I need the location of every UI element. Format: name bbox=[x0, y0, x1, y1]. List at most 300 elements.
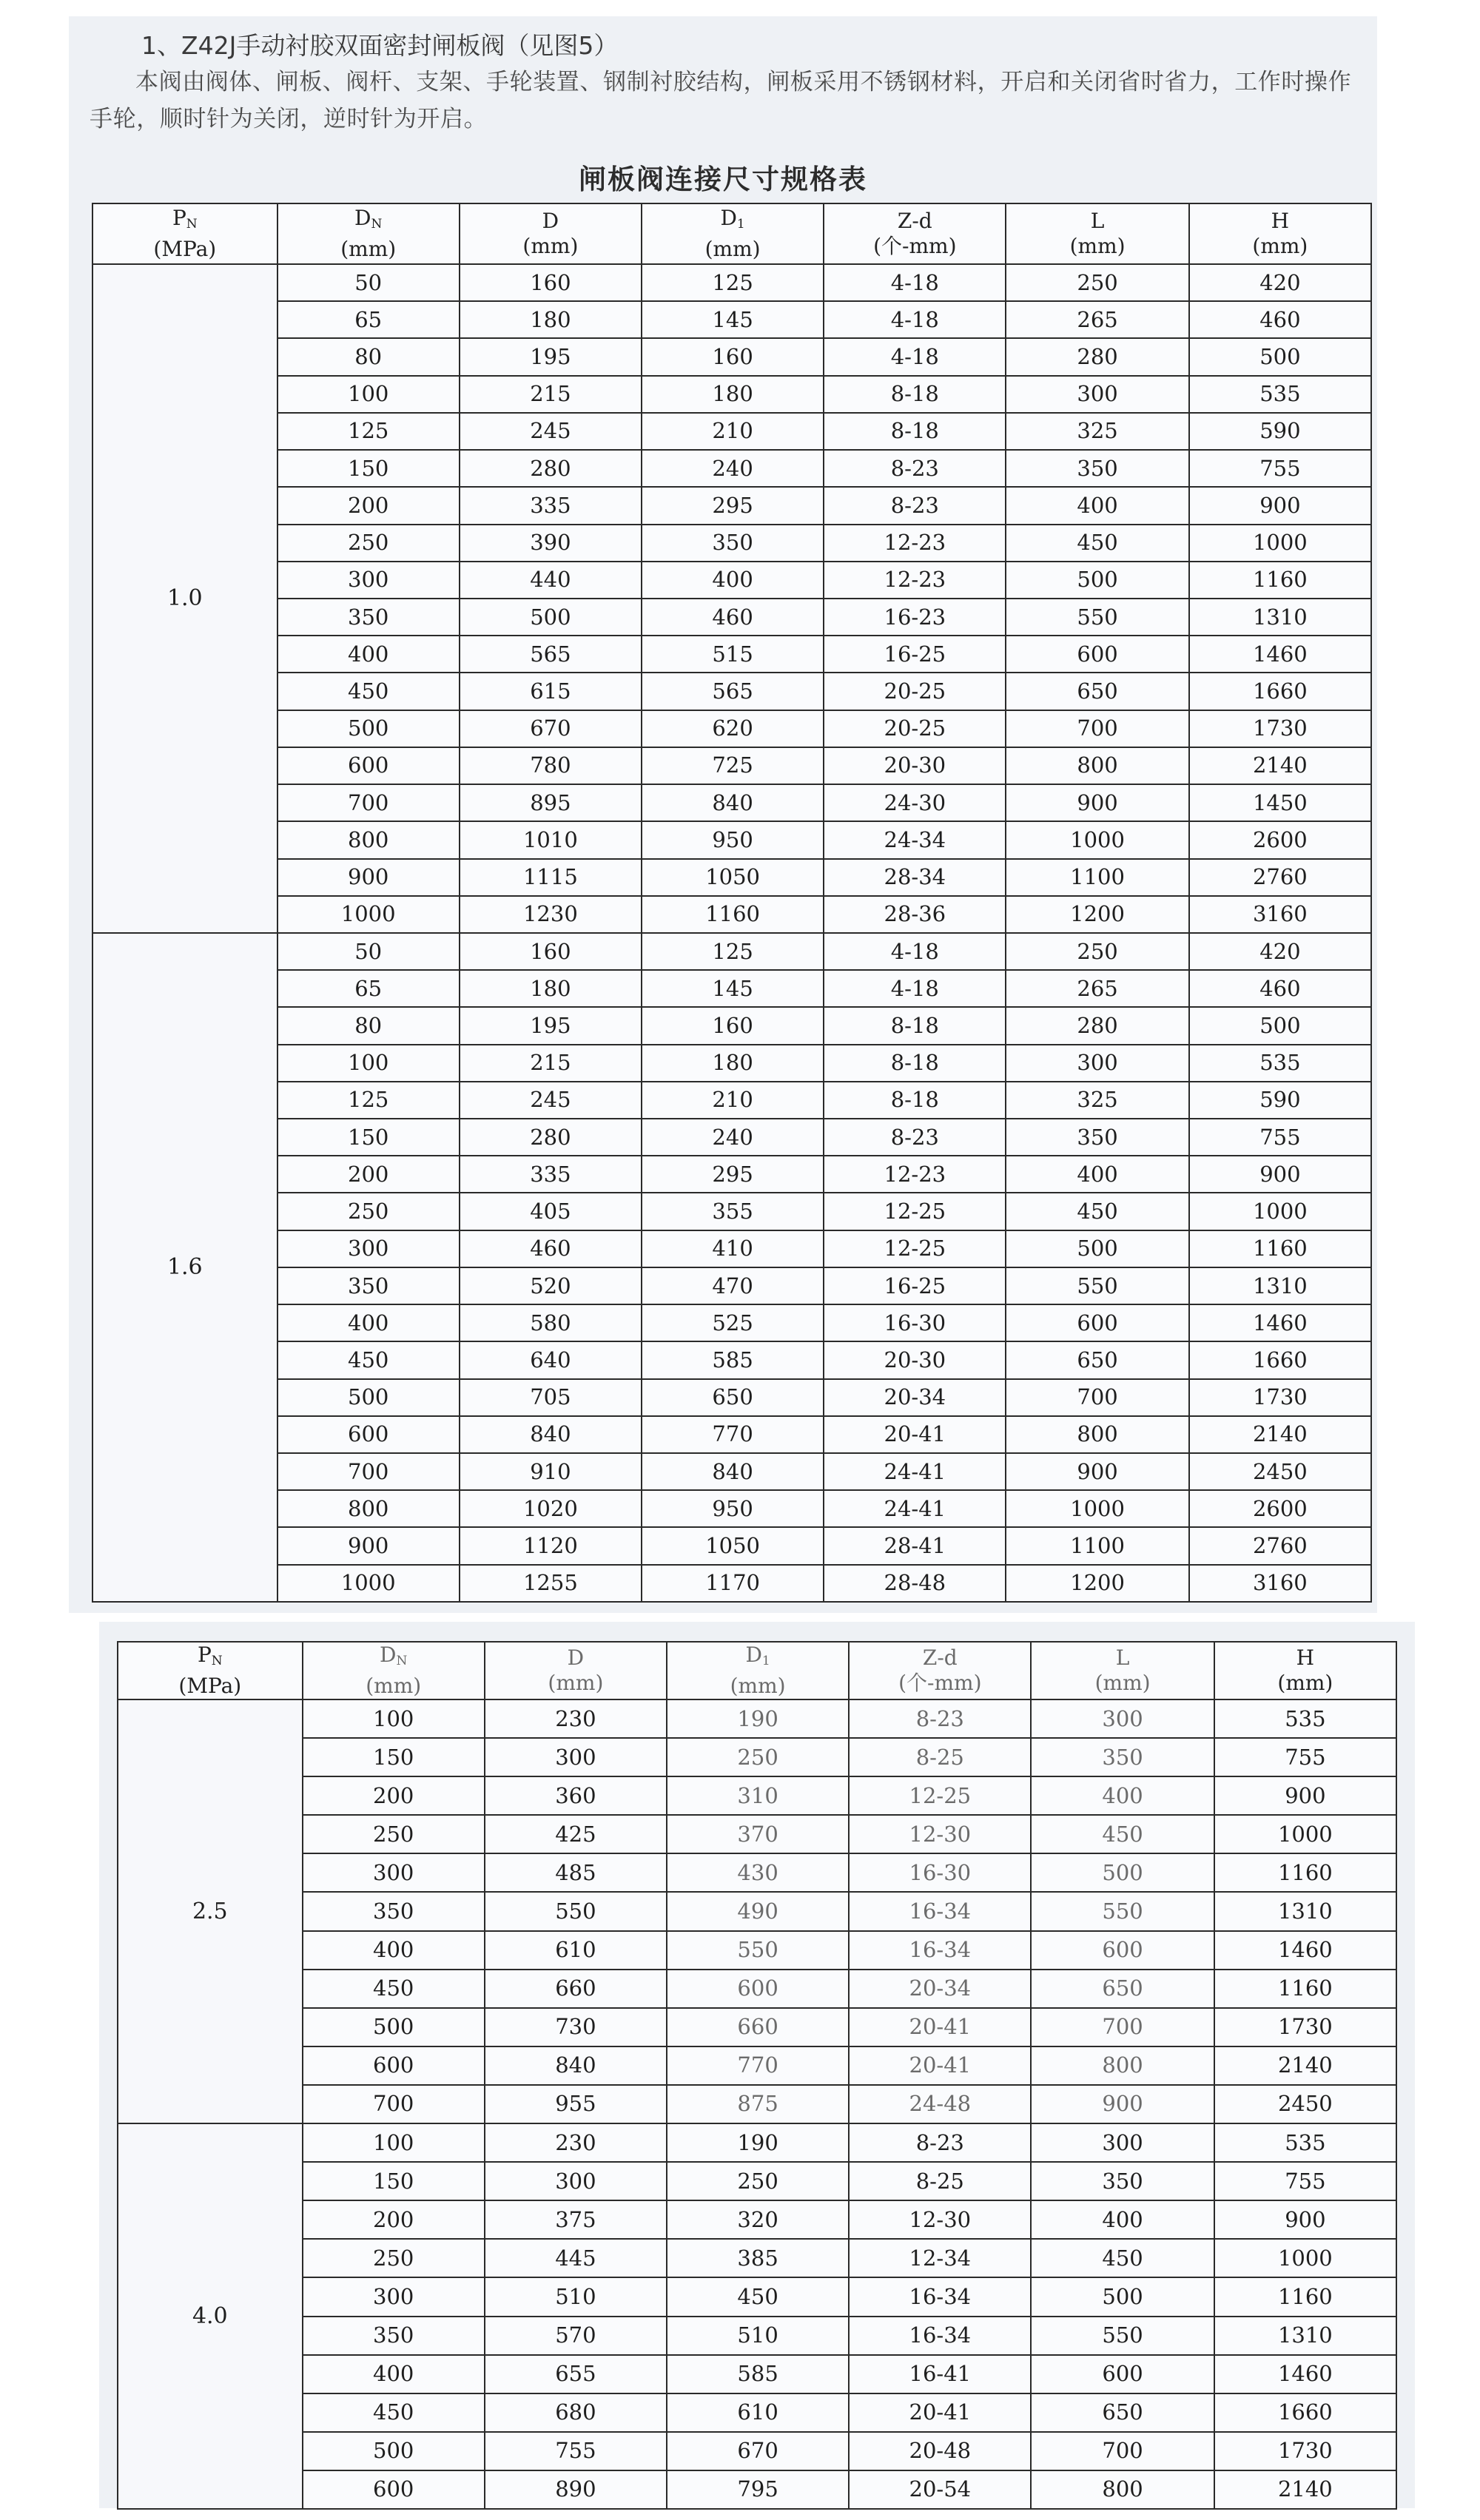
cell-d1: 240 bbox=[642, 450, 824, 487]
cell-d1: 295 bbox=[642, 1156, 824, 1193]
cell-dn: 200 bbox=[278, 1156, 460, 1193]
cell-d1: 660 bbox=[667, 2008, 849, 2046]
pressure-rating-cell: 4.0 bbox=[118, 2123, 303, 2509]
cell-dn: 150 bbox=[303, 2162, 485, 2200]
cell-dn: 700 bbox=[278, 784, 460, 821]
column-header-z-d bbox=[824, 203, 1006, 264]
cell-dn: 450 bbox=[278, 673, 460, 710]
cell-dn: 80 bbox=[278, 338, 460, 375]
cell-d: 245 bbox=[460, 413, 642, 450]
column-unit: (mm) bbox=[522, 234, 579, 258]
table-row bbox=[92, 525, 1371, 562]
column-header-dn bbox=[303, 1642, 485, 1699]
cell-h: 755 bbox=[1214, 1738, 1396, 1776]
table-title: 闸板阀连接尺寸规格表 bbox=[579, 164, 867, 195]
cell-l: 1200 bbox=[1006, 1565, 1188, 1602]
cell-l: 1100 bbox=[1006, 1527, 1188, 1564]
table-row bbox=[92, 1156, 1371, 1193]
catalog-page-1 bbox=[69, 16, 1377, 1613]
cell-d: 655 bbox=[485, 2355, 667, 2393]
cell-z-d: 20-25 bbox=[824, 710, 1006, 747]
column-subscript: N bbox=[211, 1654, 223, 1668]
cell-d: 230 bbox=[485, 2123, 667, 2162]
cell-d1: 1050 bbox=[642, 1527, 824, 1564]
cell-d1: 1170 bbox=[642, 1565, 824, 1602]
cell-l: 550 bbox=[1031, 1892, 1214, 1930]
cell-dn: 65 bbox=[278, 970, 460, 1007]
cell-h: 535 bbox=[1189, 1045, 1371, 1082]
cell-h: 1310 bbox=[1214, 1892, 1396, 1930]
cell-d1: 650 bbox=[642, 1379, 824, 1416]
cell-h: 1160 bbox=[1214, 2277, 1396, 2316]
cell-d: 615 bbox=[460, 673, 642, 710]
cell-l: 450 bbox=[1031, 1815, 1214, 1853]
cell-d: 425 bbox=[485, 1815, 667, 1853]
cell-d: 1230 bbox=[460, 896, 642, 933]
cell-h: 2140 bbox=[1214, 2046, 1396, 2085]
cell-h: 1160 bbox=[1214, 1970, 1396, 2008]
cell-d: 640 bbox=[460, 1341, 642, 1378]
cell-dn: 600 bbox=[303, 2046, 485, 2085]
cell-dn: 300 bbox=[303, 1853, 485, 1892]
cell-d1: 725 bbox=[642, 747, 824, 784]
column-symbol: L bbox=[1115, 1645, 1130, 1670]
column-unit: (mm) bbox=[1094, 1671, 1151, 1695]
table-row bbox=[92, 1045, 1371, 1082]
cell-h: 2600 bbox=[1189, 1490, 1371, 1527]
cell-l: 1200 bbox=[1006, 896, 1188, 933]
cell-dn: 150 bbox=[278, 450, 460, 487]
column-unit: (个-mm) bbox=[898, 1671, 982, 1695]
cell-d: 195 bbox=[460, 1007, 642, 1044]
cell-d: 230 bbox=[485, 1699, 667, 1738]
cell-l: 400 bbox=[1006, 1156, 1188, 1193]
cell-z-d: 4-18 bbox=[824, 301, 1006, 338]
column-header-z-d bbox=[849, 1642, 1031, 1699]
cell-d1: 250 bbox=[667, 1738, 849, 1776]
cell-d1: 600 bbox=[667, 1970, 849, 2008]
column-header-pn bbox=[118, 1642, 303, 1699]
cell-h: 2760 bbox=[1189, 859, 1371, 896]
table-row bbox=[118, 1853, 1396, 1892]
table-row bbox=[92, 1416, 1371, 1453]
table-row bbox=[92, 1379, 1371, 1416]
cell-l: 265 bbox=[1006, 970, 1188, 1007]
cell-dn: 300 bbox=[278, 562, 460, 599]
table-row bbox=[92, 1082, 1371, 1119]
cell-d1: 180 bbox=[642, 376, 824, 413]
cell-dn: 900 bbox=[278, 1527, 460, 1564]
cell-h: 1310 bbox=[1189, 599, 1371, 636]
cell-d1: 295 bbox=[642, 487, 824, 524]
cell-d: 730 bbox=[485, 2008, 667, 2046]
cell-z-d: 4-18 bbox=[824, 338, 1006, 375]
cell-z-d: 8-23 bbox=[849, 1699, 1031, 1738]
cell-d1: 840 bbox=[642, 784, 824, 821]
column-header-d bbox=[460, 203, 642, 264]
column-header-d bbox=[485, 1642, 667, 1699]
column-unit: (mm) bbox=[548, 1671, 604, 1695]
cell-l: 250 bbox=[1006, 933, 1188, 970]
cell-h: 1460 bbox=[1189, 636, 1371, 673]
cell-d1: 770 bbox=[667, 2046, 849, 2085]
table-row bbox=[118, 1776, 1396, 1815]
cell-z-d: 24-41 bbox=[824, 1490, 1006, 1527]
cell-d: 405 bbox=[460, 1193, 642, 1230]
cell-dn: 400 bbox=[278, 1304, 460, 1341]
cell-l: 500 bbox=[1031, 1853, 1214, 1892]
cell-l: 600 bbox=[1031, 2355, 1214, 2393]
cell-z-d: 20-34 bbox=[849, 1970, 1031, 2008]
cell-dn: 100 bbox=[303, 2123, 485, 2162]
cell-d: 1255 bbox=[460, 1565, 642, 1602]
cell-d: 215 bbox=[460, 1045, 642, 1082]
cell-z-d: 4-18 bbox=[824, 970, 1006, 1007]
cell-z-d: 8-23 bbox=[824, 450, 1006, 487]
cell-dn: 450 bbox=[278, 1341, 460, 1378]
cell-h: 1660 bbox=[1214, 2393, 1396, 2432]
cell-d: 445 bbox=[485, 2239, 667, 2277]
table-row bbox=[118, 2008, 1396, 2046]
cell-dn: 100 bbox=[303, 1699, 485, 1738]
cell-z-d: 20-34 bbox=[824, 1379, 1006, 1416]
cell-z-d: 12-25 bbox=[849, 1776, 1031, 1815]
cell-d: 1010 bbox=[460, 821, 642, 858]
cell-z-d: 28-34 bbox=[824, 859, 1006, 896]
cell-h: 755 bbox=[1214, 2162, 1396, 2200]
cell-d1: 350 bbox=[642, 525, 824, 562]
cell-z-d: 8-18 bbox=[824, 413, 1006, 450]
cell-z-d: 20-41 bbox=[849, 2046, 1031, 2085]
cell-z-d: 8-23 bbox=[824, 487, 1006, 524]
cell-h: 1730 bbox=[1189, 1379, 1371, 1416]
cell-d1: 470 bbox=[642, 1267, 824, 1304]
cell-d: 670 bbox=[460, 710, 642, 747]
cell-d: 1115 bbox=[460, 859, 642, 896]
cell-z-d: 24-30 bbox=[824, 784, 1006, 821]
cell-d: 195 bbox=[460, 338, 642, 375]
cell-dn: 400 bbox=[303, 2355, 485, 2393]
cell-h: 460 bbox=[1189, 970, 1371, 1007]
table-row bbox=[92, 376, 1371, 413]
table-row bbox=[92, 599, 1371, 636]
table-row bbox=[92, 413, 1371, 450]
column-header-h bbox=[1214, 1642, 1396, 1699]
cell-d1: 370 bbox=[667, 1815, 849, 1853]
column-symbol: Z-d bbox=[897, 209, 932, 233]
table-row bbox=[118, 2123, 1396, 2162]
cell-d: 955 bbox=[485, 2085, 667, 2123]
cell-h: 1660 bbox=[1189, 673, 1371, 710]
pressure-rating-cell: 1.0 bbox=[92, 264, 278, 933]
cell-h: 1730 bbox=[1189, 710, 1371, 747]
table-row bbox=[92, 1453, 1371, 1490]
cell-l: 500 bbox=[1006, 1230, 1188, 1267]
table-row bbox=[92, 1119, 1371, 1156]
cell-h: 1730 bbox=[1214, 2432, 1396, 2470]
table-header-row bbox=[92, 203, 1371, 264]
cell-dn: 450 bbox=[303, 1970, 485, 2008]
cell-l: 650 bbox=[1031, 2393, 1214, 2432]
cell-d: 280 bbox=[460, 450, 642, 487]
cell-h: 900 bbox=[1214, 2200, 1396, 2239]
cell-d1: 840 bbox=[642, 1453, 824, 1490]
catalog-page-2 bbox=[99, 1622, 1415, 2508]
column-subscript: N bbox=[371, 217, 383, 232]
cell-l: 500 bbox=[1006, 562, 1188, 599]
column-symbol: D bbox=[720, 206, 737, 230]
cell-z-d: 16-25 bbox=[824, 1267, 1006, 1304]
cell-d: 440 bbox=[460, 562, 642, 599]
table-row bbox=[92, 1490, 1371, 1527]
cell-z-d: 24-34 bbox=[824, 821, 1006, 858]
cell-d: 755 bbox=[485, 2432, 667, 2470]
table-row bbox=[92, 1527, 1371, 1564]
cell-d1: 550 bbox=[667, 1931, 849, 1970]
cell-h: 535 bbox=[1214, 1699, 1396, 1738]
table-row bbox=[118, 2046, 1396, 2085]
cell-h: 1460 bbox=[1214, 1931, 1396, 1970]
column-header-pn bbox=[92, 203, 278, 264]
cell-z-d: 8-18 bbox=[824, 1045, 1006, 1082]
cell-d: 1020 bbox=[460, 1490, 642, 1527]
cell-d: 300 bbox=[485, 1738, 667, 1776]
cell-h: 755 bbox=[1189, 450, 1371, 487]
cell-dn: 700 bbox=[303, 2085, 485, 2123]
cell-d1: 310 bbox=[667, 1776, 849, 1815]
column-unit: (MPa) bbox=[153, 237, 217, 261]
column-header-d1 bbox=[642, 203, 824, 264]
column-symbol: H bbox=[1271, 209, 1290, 233]
cell-z-d: 12-34 bbox=[849, 2239, 1031, 2277]
cell-d: 160 bbox=[460, 264, 642, 301]
cell-d: 520 bbox=[460, 1267, 642, 1304]
cell-dn: 250 bbox=[278, 1193, 460, 1230]
cell-l: 300 bbox=[1031, 1699, 1214, 1738]
table-row bbox=[92, 1341, 1371, 1378]
cell-h: 1160 bbox=[1189, 1230, 1371, 1267]
table-row bbox=[118, 2239, 1396, 2277]
cell-dn: 100 bbox=[278, 1045, 460, 1082]
cell-z-d: 20-48 bbox=[849, 2432, 1031, 2470]
cell-l: 650 bbox=[1006, 673, 1188, 710]
cell-l: 1100 bbox=[1006, 859, 1188, 896]
cell-d1: 240 bbox=[642, 1119, 824, 1156]
cell-d1: 515 bbox=[642, 636, 824, 673]
table-row bbox=[118, 1815, 1396, 1853]
cell-l: 450 bbox=[1006, 525, 1188, 562]
cell-l: 350 bbox=[1031, 2162, 1214, 2200]
cell-d1: 795 bbox=[667, 2470, 849, 2509]
cell-h: 2600 bbox=[1189, 821, 1371, 858]
cell-d1: 950 bbox=[642, 821, 824, 858]
table-row bbox=[92, 933, 1371, 970]
table-row bbox=[92, 301, 1371, 338]
cell-z-d: 16-34 bbox=[849, 2317, 1031, 2355]
cell-dn: 250 bbox=[278, 525, 460, 562]
cell-dn: 450 bbox=[303, 2393, 485, 2432]
cell-l: 450 bbox=[1006, 1193, 1188, 1230]
column-header-dn bbox=[278, 203, 460, 264]
cell-h: 420 bbox=[1189, 264, 1371, 301]
cell-dn: 65 bbox=[278, 301, 460, 338]
cell-z-d: 8-25 bbox=[849, 2162, 1031, 2200]
cell-d1: 320 bbox=[667, 2200, 849, 2239]
cell-h: 3160 bbox=[1189, 1565, 1371, 1602]
table-row bbox=[92, 636, 1371, 673]
cell-h: 900 bbox=[1214, 1776, 1396, 1815]
cell-l: 900 bbox=[1006, 1453, 1188, 1490]
cell-l: 450 bbox=[1031, 2239, 1214, 2277]
cell-l: 325 bbox=[1006, 1082, 1188, 1119]
cell-z-d: 16-25 bbox=[824, 636, 1006, 673]
cell-dn: 500 bbox=[303, 2432, 485, 2470]
cell-d: 610 bbox=[485, 1931, 667, 1970]
cell-l: 650 bbox=[1006, 1341, 1188, 1378]
cell-d1: 210 bbox=[642, 1082, 824, 1119]
table-row bbox=[92, 1565, 1371, 1602]
table-row bbox=[118, 1699, 1396, 1738]
cell-z-d: 8-23 bbox=[824, 1119, 1006, 1156]
table-row bbox=[118, 2355, 1396, 2393]
column-header-l bbox=[1031, 1642, 1214, 1699]
cell-h: 500 bbox=[1189, 1007, 1371, 1044]
cell-dn: 350 bbox=[278, 1267, 460, 1304]
column-unit: (个-mm) bbox=[873, 234, 957, 258]
cell-d1: 450 bbox=[667, 2277, 849, 2316]
cell-h: 2450 bbox=[1189, 1453, 1371, 1490]
cell-d: 280 bbox=[460, 1119, 642, 1156]
gate-valve-spec-table-continued bbox=[117, 1641, 1397, 2510]
cell-h: 535 bbox=[1214, 2123, 1396, 2162]
column-subscript: 1 bbox=[761, 1654, 770, 1668]
cell-d: 680 bbox=[485, 2393, 667, 2432]
cell-d: 895 bbox=[460, 784, 642, 821]
cell-dn: 500 bbox=[278, 710, 460, 747]
cell-d: 565 bbox=[460, 636, 642, 673]
cell-z-d: 24-48 bbox=[849, 2085, 1031, 2123]
cell-d1: 180 bbox=[642, 1045, 824, 1082]
cell-d: 705 bbox=[460, 1379, 642, 1416]
cell-z-d: 12-30 bbox=[849, 2200, 1031, 2239]
cell-dn: 250 bbox=[303, 1815, 485, 1853]
column-symbol: P bbox=[197, 1643, 212, 1667]
cell-h: 2140 bbox=[1214, 2470, 1396, 2509]
cell-h: 1730 bbox=[1214, 2008, 1396, 2046]
table-header-row bbox=[118, 1642, 1396, 1699]
cell-z-d: 8-18 bbox=[824, 1007, 1006, 1044]
cell-d1: 490 bbox=[667, 1892, 849, 1930]
cell-z-d: 16-34 bbox=[849, 1931, 1031, 1970]
cell-z-d: 20-30 bbox=[824, 747, 1006, 784]
cell-d1: 585 bbox=[667, 2355, 849, 2393]
cell-z-d: 4-18 bbox=[824, 264, 1006, 301]
cell-z-d: 28-41 bbox=[824, 1527, 1006, 1564]
cell-z-d: 16-30 bbox=[849, 1853, 1031, 1892]
column-symbol: Z-d bbox=[922, 1645, 958, 1670]
table-row bbox=[118, 2393, 1396, 2432]
cell-l: 900 bbox=[1006, 784, 1188, 821]
cell-d1: 510 bbox=[667, 2317, 849, 2355]
cell-l: 300 bbox=[1006, 376, 1188, 413]
cell-l: 700 bbox=[1031, 2008, 1214, 2046]
cell-h: 1310 bbox=[1214, 2317, 1396, 2355]
cell-l: 800 bbox=[1006, 747, 1188, 784]
cell-l: 700 bbox=[1006, 710, 1188, 747]
cell-d: 215 bbox=[460, 376, 642, 413]
cell-d1: 585 bbox=[642, 1341, 824, 1378]
cell-l: 1000 bbox=[1006, 1490, 1188, 1527]
table-row bbox=[92, 450, 1371, 487]
column-symbol: L bbox=[1090, 209, 1105, 233]
cell-l: 300 bbox=[1031, 2123, 1214, 2162]
cell-z-d: 16-34 bbox=[849, 1892, 1031, 1930]
column-subscript: 1 bbox=[736, 217, 745, 232]
cell-d: 550 bbox=[485, 1892, 667, 1930]
cell-d1: 670 bbox=[667, 2432, 849, 2470]
cell-z-d: 12-23 bbox=[824, 562, 1006, 599]
cell-dn: 150 bbox=[303, 1738, 485, 1776]
cell-d1: 190 bbox=[667, 2123, 849, 2162]
cell-h: 2140 bbox=[1189, 1416, 1371, 1453]
cell-d1: 430 bbox=[667, 1853, 849, 1892]
cell-dn: 100 bbox=[278, 376, 460, 413]
cell-dn: 350 bbox=[303, 1892, 485, 1930]
cell-d1: 460 bbox=[642, 599, 824, 636]
cell-l: 500 bbox=[1031, 2277, 1214, 2316]
cell-z-d: 16-30 bbox=[824, 1304, 1006, 1341]
cell-d1: 950 bbox=[642, 1490, 824, 1527]
cell-dn: 700 bbox=[278, 1453, 460, 1490]
cell-l: 350 bbox=[1006, 1119, 1188, 1156]
cell-h: 500 bbox=[1189, 338, 1371, 375]
cell-h: 2450 bbox=[1214, 2085, 1396, 2123]
cell-d: 460 bbox=[460, 1230, 642, 1267]
cell-l: 550 bbox=[1006, 1267, 1188, 1304]
cell-l: 400 bbox=[1031, 2200, 1214, 2239]
cell-h: 590 bbox=[1189, 413, 1371, 450]
cell-l: 1000 bbox=[1006, 821, 1188, 858]
cell-d: 840 bbox=[460, 1416, 642, 1453]
cell-h: 1460 bbox=[1214, 2355, 1396, 2393]
table-row bbox=[92, 970, 1371, 1007]
cell-d: 780 bbox=[460, 747, 642, 784]
cell-d: 180 bbox=[460, 970, 642, 1007]
cell-dn: 200 bbox=[303, 2200, 485, 2239]
table-row bbox=[92, 1267, 1371, 1304]
column-unit: (mm) bbox=[366, 1674, 422, 1698]
cell-z-d: 16-41 bbox=[849, 2355, 1031, 2393]
table-row bbox=[92, 821, 1371, 858]
cell-h: 2140 bbox=[1189, 747, 1371, 784]
table-row bbox=[118, 1931, 1396, 1970]
cell-z-d: 8-18 bbox=[824, 376, 1006, 413]
cell-l: 800 bbox=[1031, 2046, 1214, 2085]
cell-h: 900 bbox=[1189, 487, 1371, 524]
cell-l: 600 bbox=[1031, 1931, 1214, 1970]
cell-h: 1450 bbox=[1189, 784, 1371, 821]
cell-h: 3160 bbox=[1189, 896, 1371, 933]
cell-h: 1160 bbox=[1189, 562, 1371, 599]
cell-dn: 250 bbox=[303, 2239, 485, 2277]
cell-dn: 900 bbox=[278, 859, 460, 896]
cell-z-d: 12-23 bbox=[824, 1156, 1006, 1193]
cell-z-d: 24-41 bbox=[824, 1453, 1006, 1490]
gate-valve-spec-table bbox=[92, 203, 1372, 1603]
cell-d: 335 bbox=[460, 487, 642, 524]
column-header-d1 bbox=[667, 1642, 849, 1699]
table-row bbox=[92, 710, 1371, 747]
